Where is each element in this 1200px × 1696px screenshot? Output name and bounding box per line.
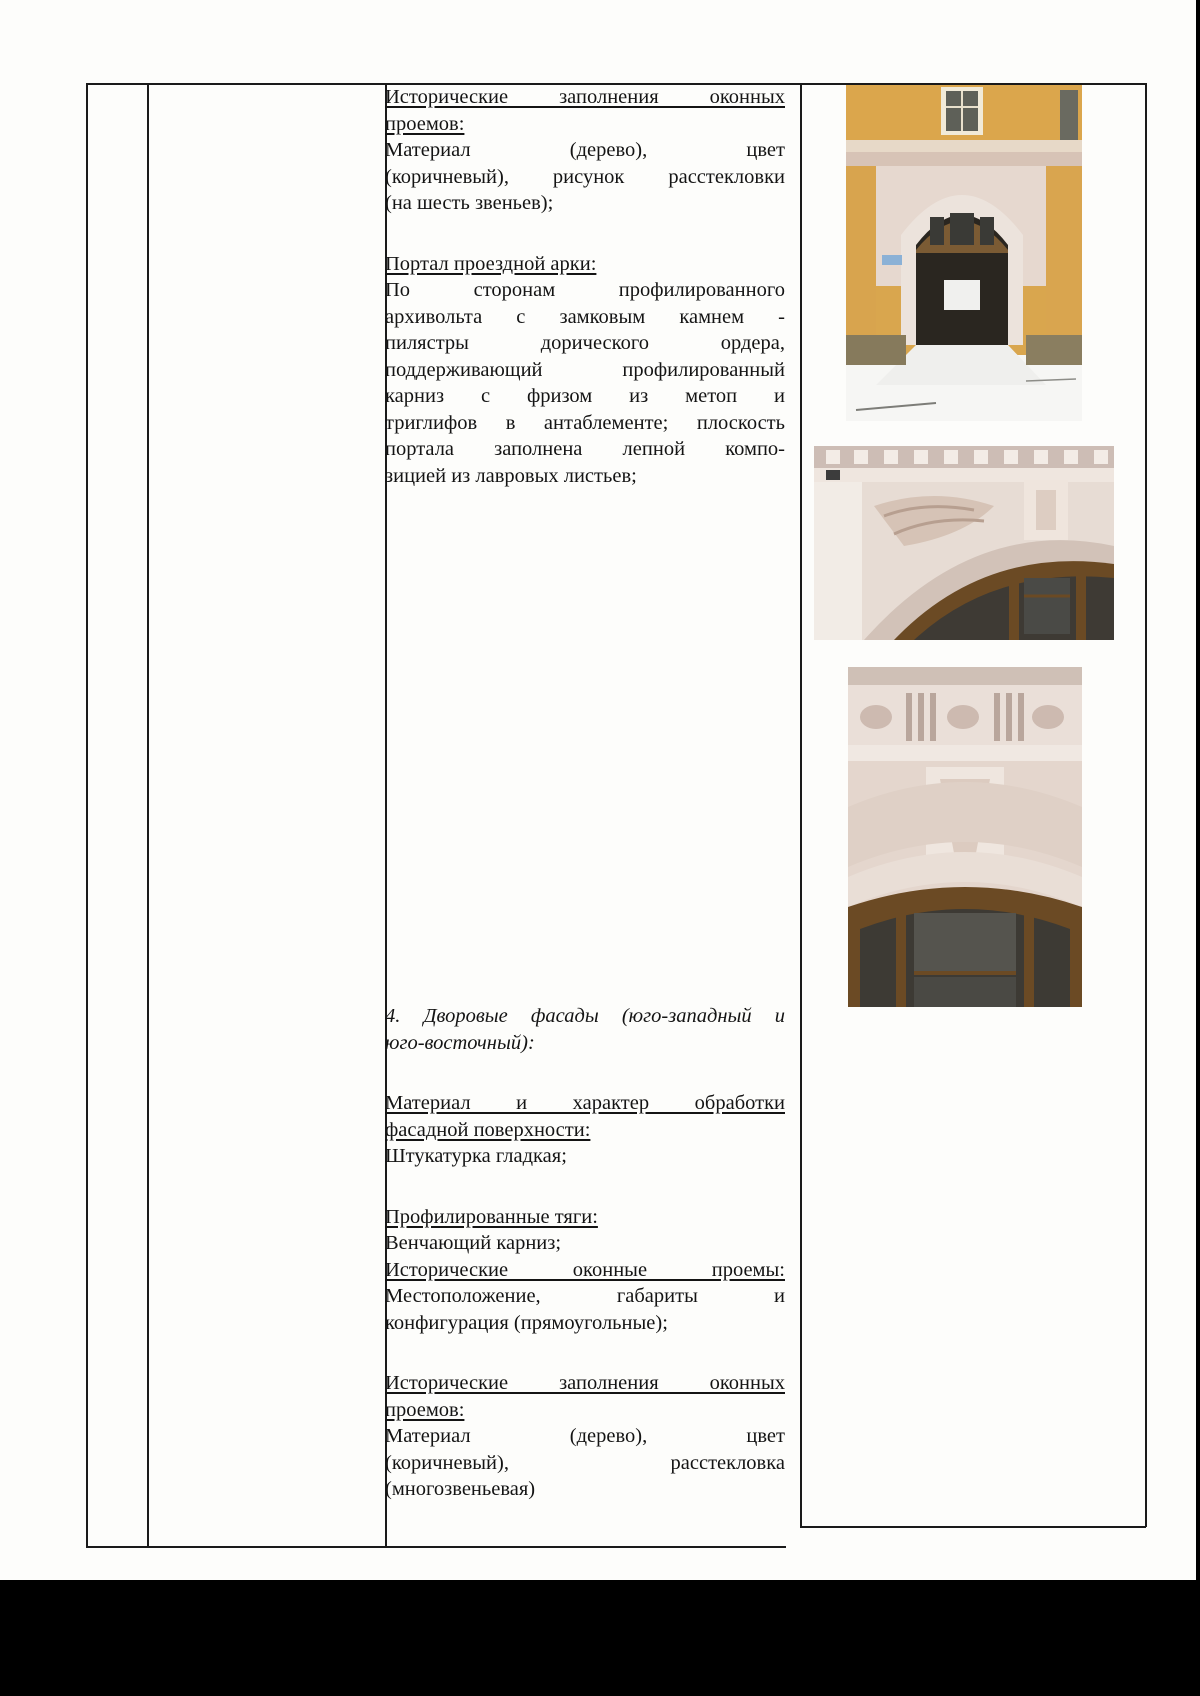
archivolt-detail-photo xyxy=(814,446,1114,640)
windows-fill-text-line-3: (на шесть звеньев); xyxy=(385,192,554,214)
windows-fill-text-2-line-3: (многозвеньевая) xyxy=(385,1478,536,1500)
portal-text-line-2: архивольта с замковым камнем - xyxy=(385,305,785,328)
arch-passage-photo xyxy=(846,85,1082,421)
profiles-text: Венчающий карниз; xyxy=(385,1232,562,1254)
windows-fill-text-2-line-2: (коричневый), расстекловка xyxy=(385,1451,785,1474)
table-bottom-border-right xyxy=(800,1526,1146,1528)
surface-text: Штукатурка гладкая; xyxy=(385,1145,567,1167)
portal-text-line-5: карниз с фризом из метоп и xyxy=(385,385,785,407)
portal-text-line-6: триглифов в антаблементе; плоскость xyxy=(385,411,785,434)
windows-fill-heading-2-line-1: Исторические заполнения оконных xyxy=(385,1372,785,1394)
section4-title-line-1: 4. Дворовые фасады (юго-западный и xyxy=(385,1005,785,1027)
portal-text-line-8: зицией из лавровых листьев; xyxy=(385,464,637,487)
windows-fill-heading-line-1: Исторические заполнения оконных xyxy=(385,86,785,108)
windows-fill-text-line-1: Материал (дерево), цвет xyxy=(385,139,785,161)
table-border-1 xyxy=(86,83,88,1547)
portal-heading: Портал проездной арки: xyxy=(385,252,597,275)
profiles-heading: Профилированные тяги: xyxy=(385,1205,598,1228)
windows-text-line-2: конфигурация (прямоугольные); xyxy=(385,1311,668,1334)
table-bottom-border-left xyxy=(86,1546,786,1548)
windows-fill-text-line-2: (коричневый), рисунок расстекловки xyxy=(385,165,785,188)
table-border-4 xyxy=(800,83,802,1527)
description-cell xyxy=(385,84,785,1503)
portal-text-line-1: По сторонам профилированного xyxy=(385,279,785,301)
windows-text-line-1: Местоположение, габариты и xyxy=(385,1285,785,1307)
surface-heading-line-2: фасадной поверхности: xyxy=(385,1118,591,1141)
portal-text-line-7: портала заполнена лепной компо- xyxy=(385,438,785,460)
windows-fill-text-2-line-1: Материал (дерево), цвет xyxy=(385,1425,785,1447)
windows-fill-heading-2-line-2: проемов: xyxy=(385,1398,465,1421)
keystone-frieze-photo xyxy=(848,667,1082,1007)
table-border-5 xyxy=(1145,83,1147,1527)
surface-heading-line-1: Материал и характер обработки xyxy=(385,1092,785,1114)
section4-title-line-2: юго-восточный): xyxy=(385,1031,535,1054)
portal-text-line-4: поддерживающий профилированный xyxy=(385,358,785,381)
windows-heading: Исторические оконные проемы: xyxy=(385,1258,785,1281)
windows-fill-heading-line-2: проемов: xyxy=(385,112,465,135)
portal-text-line-3: пилястры дорического ордера, xyxy=(385,332,785,354)
table-border-2 xyxy=(147,83,149,1547)
